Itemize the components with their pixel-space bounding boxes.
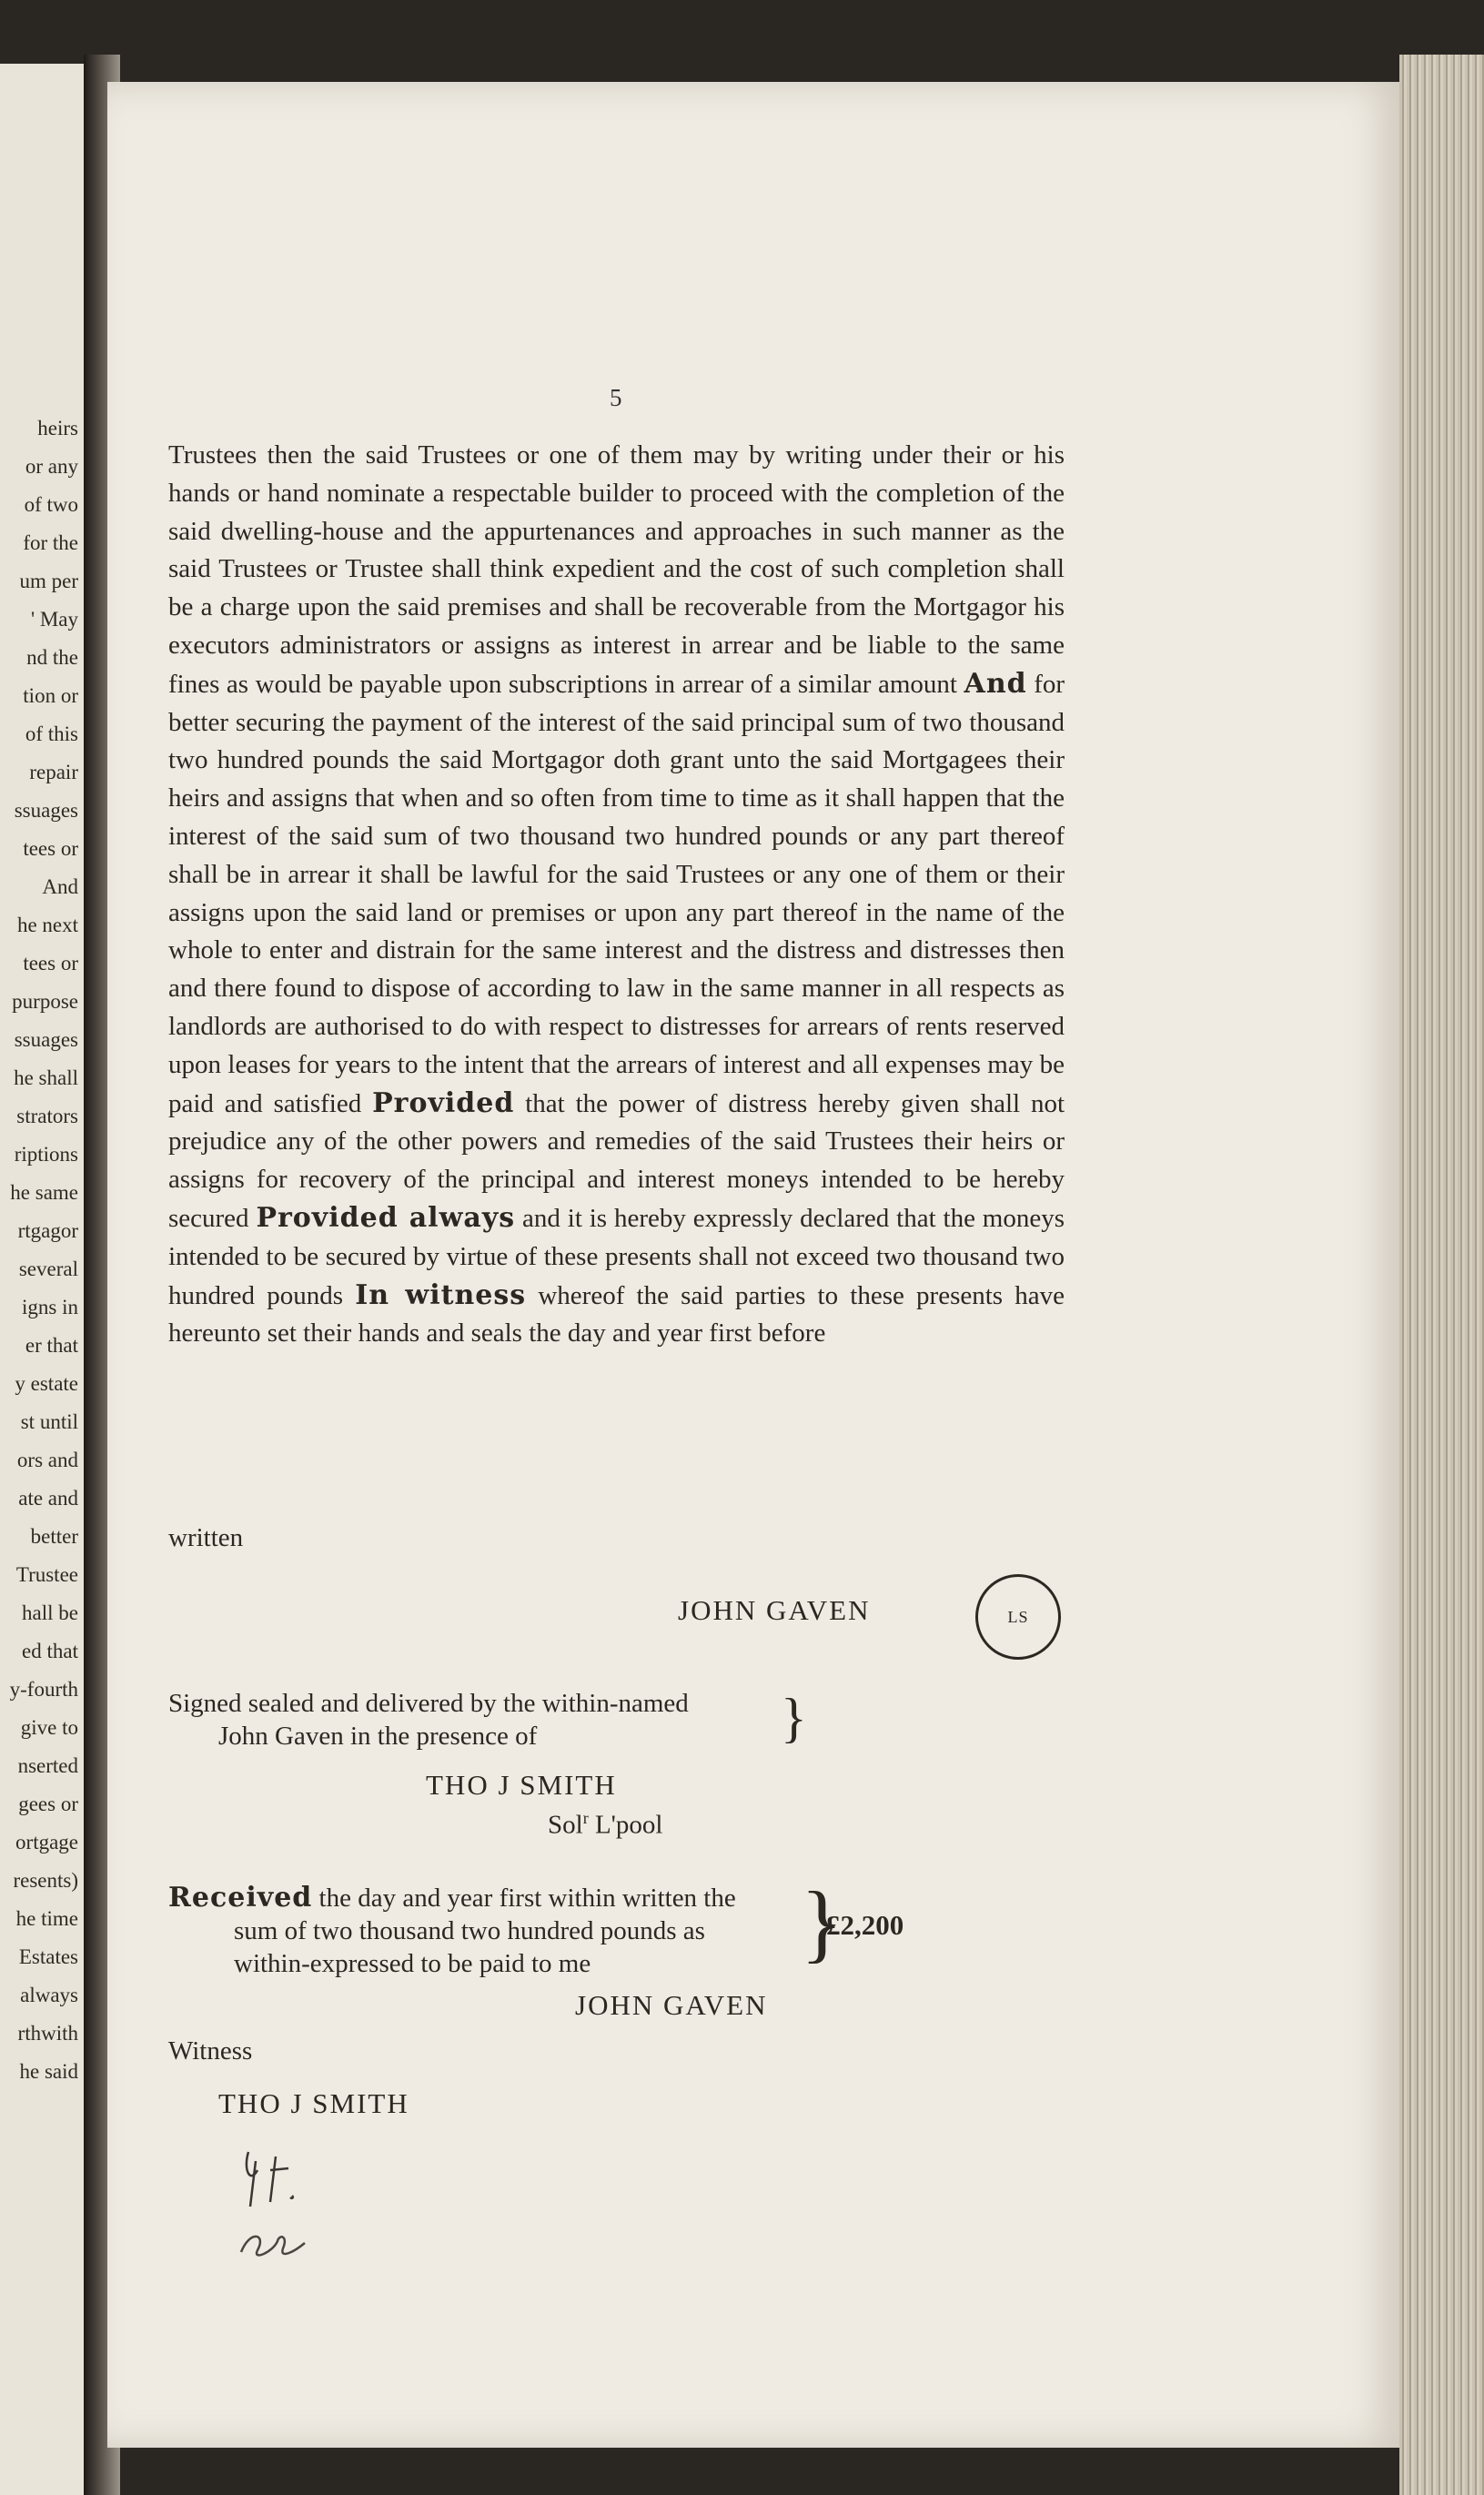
body-paragraph-1: Trustees then the said Trustees or one of them may by writing under their or his hands or hand nominate a respectable builder to proceed with the completion of the said dwelling-house and the appurtenances and approaches in such manner as the said Trustees or Trustee shall think expedient and the cost of such completion shall be a charge upon the said premises and shall be recoverable from the Mortgagor his executors administrators or assigns as interest in arrear and be liable to the same fines as would be payable upon subscriptions in arrear of a similar amount — [168, 440, 1065, 699]
left-page-fragment: ortgage — [15, 1831, 78, 1854]
left-page-fragment: he time — [15, 1907, 78, 1930]
keyword-provided: Provided — [372, 1086, 515, 1119]
witness-name: THO J SMITH — [426, 1769, 617, 1801]
page-stack-edge — [1399, 55, 1484, 2495]
witness-title-superscript: r — [582, 1809, 589, 1827]
left-page-fragment: repair — [29, 761, 78, 783]
left-page-fragment: rtgagor — [17, 1219, 78, 1242]
keyword-in-witness: In witness — [355, 1278, 527, 1311]
left-page-fragment: of two — [24, 493, 78, 516]
left-page-fragment: Estates — [18, 1945, 78, 1968]
closing-word: written — [168, 1523, 244, 1552]
left-page-fragment: heirs — [37, 417, 78, 439]
body-paragraph-2: for better securing the payment of the interest of the said principal sum of two thousand two hundred pounds the said Mortgagor doth grant unto the said Mortgagees their heirs and assigns that when and so often from time to time as it shall happen that the interest of the said sum of two thousand two hundred pounds or any part thereof shall be in arrear it shall be lawful for the said Trustees or any one of them or their assigns upon the said land or premises or upon any part thereof in the name of the whole to enter and distrain for the same interest and the distress and distresses then and there found to dispose of according to law in the same manner in all respects as landlords are authorised to do with respect to distresses for arrears of rents reserved upon leases for years to the intent that the arrears of interest and all expenses may be paid and satisfied — [168, 669, 1065, 1118]
left-page-fragment: he shall — [14, 1066, 78, 1089]
left-page-fragment: gees or — [18, 1793, 78, 1815]
left-page-fragment: give to — [20, 1716, 78, 1739]
left-page-fragment: riptions — [14, 1143, 78, 1166]
receipt-brace: } — [801, 1874, 843, 1971]
left-page-fragment: he same — [10, 1181, 78, 1204]
left-page-fragment: Trustee — [15, 1563, 78, 1586]
left-page-fragment: for the — [23, 531, 78, 554]
left-page-fragment: ' May — [30, 608, 78, 631]
keyword-provided-always: Provided always — [256, 1201, 516, 1234]
receipt-line-1 — [168, 1882, 736, 1914]
receipt-line-2: sum of two thousand two hundred pounds as — [234, 1916, 705, 1945]
left-page-fragment: resents) — [13, 1869, 78, 1892]
witness-title — [548, 1809, 662, 1841]
left-page-fragment: ssuages — [14, 799, 78, 822]
left-page-fragment: or any — [25, 455, 78, 478]
attestation-brace: } — [781, 1688, 807, 1748]
body-paragraph-5: whereof the said parties to these presents have hereunto set their hands and seals the day and year first before — [168, 1280, 1065, 1349]
pencil-annotation-icon — [223, 2134, 332, 2279]
keyword-received: Received — [168, 1882, 313, 1914]
left-page-fragment: tion or — [23, 684, 78, 707]
left-page-fragment: um per — [19, 570, 78, 592]
left-page-fragment: st until — [20, 1410, 78, 1433]
attestation-line-2: John Gaven in the presence of — [218, 1722, 538, 1751]
left-page-fragment: And — [42, 875, 78, 898]
left-page-fragment: nserted — [17, 1754, 78, 1777]
page-number: 5 — [610, 384, 622, 411]
left-page-fragment: he next — [16, 914, 78, 936]
body-paragraph-3: that the power of distress hereby given shall not prejudice any of the other powers and remedies of the said Trustees their heirs or assigns for recovery of the principal and interest moneys intended to be hereby secured — [168, 1088, 1065, 1233]
receipt-block — [168, 1882, 736, 1980]
left-page-fragment: y-fourth — [9, 1678, 78, 1701]
left-facing-page — [0, 64, 86, 2495]
deed-body-text — [168, 437, 1065, 1353]
receipt-line-1-text: the day and year first within written the — [312, 1884, 736, 1913]
receipt-witness-name: THO J SMITH — [218, 2087, 409, 2119]
left-page-fragment: always — [20, 1984, 78, 2006]
left-page-fragment: ate and — [18, 1487, 78, 1510]
receipt-signature: JOHN GAVEN — [575, 1989, 768, 2021]
left-page-fragment: tees or — [23, 837, 78, 860]
keyword-and: And — [964, 667, 1027, 700]
attestation-line-1: Signed sealed and delivered by the within-named — [168, 1689, 689, 1718]
left-page-fragment: of this — [25, 722, 78, 745]
left-page-fragment: nd the — [26, 646, 78, 669]
left-page-fragment: ssuages — [14, 1028, 78, 1051]
body-paragraph-4: and it is hereby expressly declared that the moneys intended to be secured by virtue of these presents shall not exceed two thousand two hundred pounds — [168, 1203, 1065, 1310]
left-page-fragment: y estate — [15, 1372, 78, 1395]
left-page-fragment: better — [30, 1525, 78, 1548]
left-page-fragment: er that — [25, 1334, 78, 1357]
receipt-line-3: within-expressed to be paid to me — [234, 1949, 591, 1978]
left-page-fragment: several — [18, 1258, 78, 1280]
left-page-fragment: rthwith — [17, 2022, 78, 2045]
left-page-text-fragments — [0, 409, 78, 2091]
left-page-fragment: strators — [16, 1105, 78, 1127]
witness-title-suffix: L'pool — [588, 1810, 663, 1840]
left-page-fragment: hall be — [22, 1601, 78, 1624]
left-page-fragment: tees or — [23, 952, 78, 975]
witness-label: Witness — [168, 2036, 253, 2066]
left-page-fragment: purpose — [12, 990, 78, 1013]
left-page-fragment: ors and — [16, 1449, 78, 1471]
receipt-amount: £2,200 — [826, 1909, 904, 1941]
left-page-fragment: ed that — [22, 1640, 78, 1662]
left-page-fragment: he said — [19, 2060, 78, 2083]
left-page-fragment: igns in — [22, 1296, 78, 1318]
signature-john-gaven: JOHN GAVEN — [678, 1594, 871, 1626]
seal-circle: LS — [975, 1574, 1061, 1660]
witness-title-prefix: Sol — [548, 1810, 583, 1840]
